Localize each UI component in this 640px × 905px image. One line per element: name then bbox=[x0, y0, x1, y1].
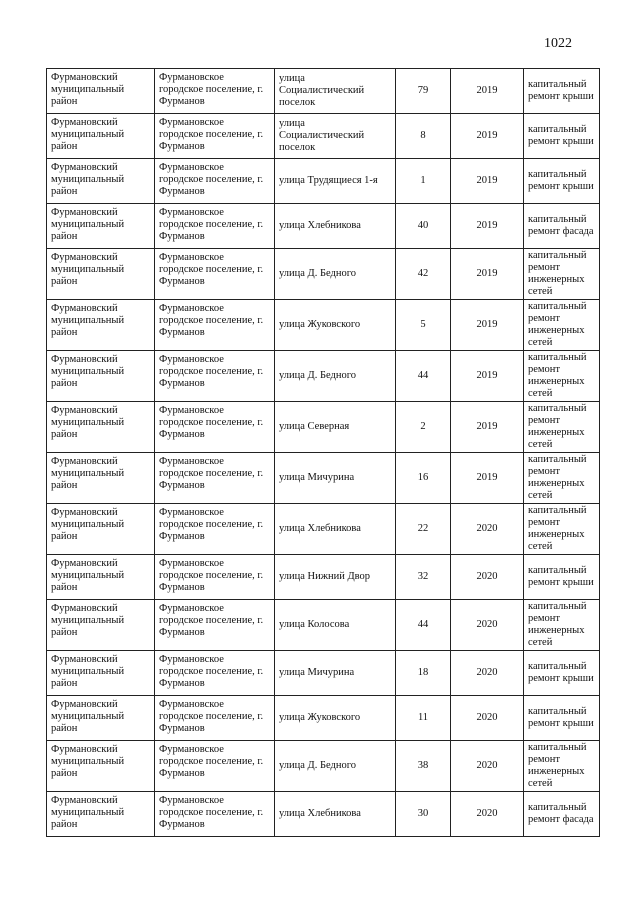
year-cell: 2020 bbox=[451, 651, 524, 696]
work-type-cell: капитальный ремонт инженерных сетей bbox=[524, 504, 600, 555]
table-row bbox=[47, 249, 600, 300]
house-number-cell: 16 bbox=[396, 453, 451, 504]
district-cell: Фурмановский муниципальный район bbox=[47, 351, 155, 402]
work-type-cell: капитальный ремонт крыши bbox=[524, 159, 600, 204]
street-cell: улица Хлебникова bbox=[275, 792, 396, 837]
year-cell: 2019 bbox=[451, 249, 524, 300]
year-cell: 2020 bbox=[451, 504, 524, 555]
table-row bbox=[47, 402, 600, 453]
work-type-cell: капитальный ремонт инженерных сетей bbox=[524, 600, 600, 651]
table-row bbox=[47, 114, 600, 159]
house-number-cell: 11 bbox=[396, 696, 451, 741]
house-number-cell: 30 bbox=[396, 792, 451, 837]
house-number-cell: 44 bbox=[396, 600, 451, 651]
work-type-cell: капитальный ремонт крыши bbox=[524, 555, 600, 600]
street-cell: улица Социалистический поселок bbox=[275, 114, 396, 159]
settlement-cell: Фурмановское городское поселение, г. Фурманов bbox=[155, 249, 275, 300]
table-row bbox=[47, 651, 600, 696]
year-cell: 2020 bbox=[451, 741, 524, 792]
table-row bbox=[47, 504, 600, 555]
table-row bbox=[47, 351, 600, 402]
street-cell: улица Д. Бедного bbox=[275, 351, 396, 402]
house-number-cell: 38 bbox=[396, 741, 451, 792]
district-cell: Фурмановский муниципальный район bbox=[47, 300, 155, 351]
district-cell: Фурмановский муниципальный район bbox=[47, 741, 155, 792]
district-cell: Фурмановский муниципальный район bbox=[47, 792, 155, 837]
house-number-cell: 22 bbox=[396, 504, 451, 555]
settlement-cell: Фурмановское городское поселение, г. Фурманов bbox=[155, 741, 275, 792]
work-type-cell: капитальный ремонт крыши bbox=[524, 69, 600, 114]
work-type-cell: капитальный ремонт крыши bbox=[524, 696, 600, 741]
street-cell: улица Хлебникова bbox=[275, 504, 396, 555]
year-cell: 2019 bbox=[451, 402, 524, 453]
settlement-cell: Фурмановское городское поселение, г. Фурманов bbox=[155, 792, 275, 837]
work-type-cell: капитальный ремонт инженерных сетей bbox=[524, 351, 600, 402]
settlement-cell: Фурмановское городское поселение, г. Фурманов bbox=[155, 351, 275, 402]
work-type-cell: капитальный ремонт инженерных сетей bbox=[524, 249, 600, 300]
street-cell: улица Жуковского bbox=[275, 300, 396, 351]
table-row bbox=[47, 159, 600, 204]
table-row bbox=[47, 600, 600, 651]
district-cell: Фурмановский муниципальный район bbox=[47, 651, 155, 696]
table-row bbox=[47, 300, 600, 351]
work-type-cell: капитальный ремонт крыши bbox=[524, 651, 600, 696]
district-cell: Фурмановский муниципальный район bbox=[47, 453, 155, 504]
settlement-cell: Фурмановское городское поселение, г. Фурманов bbox=[155, 159, 275, 204]
house-number-cell: 1 bbox=[396, 159, 451, 204]
street-cell: улица Мичурина bbox=[275, 651, 396, 696]
settlement-cell: Фурмановское городское поселение, г. Фурманов bbox=[155, 696, 275, 741]
district-cell: Фурмановский муниципальный район bbox=[47, 114, 155, 159]
year-cell: 2019 bbox=[451, 300, 524, 351]
table-row bbox=[47, 69, 600, 114]
house-number-cell: 5 bbox=[396, 300, 451, 351]
house-number-cell: 2 bbox=[396, 402, 451, 453]
work-type-cell: капитальный ремонт инженерных сетей bbox=[524, 402, 600, 453]
street-cell: улица Колосова bbox=[275, 600, 396, 651]
year-cell: 2019 bbox=[451, 204, 524, 249]
table-row bbox=[47, 696, 600, 741]
district-cell: Фурмановский муниципальный район bbox=[47, 204, 155, 249]
work-type-cell: капитальный ремонт фасада bbox=[524, 792, 600, 837]
table-row bbox=[47, 792, 600, 837]
street-cell: улица Северная bbox=[275, 402, 396, 453]
street-cell: улица Трудящиеся 1-я bbox=[275, 159, 396, 204]
year-cell: 2020 bbox=[451, 696, 524, 741]
year-cell: 2020 bbox=[451, 555, 524, 600]
settlement-cell: Фурмановское городское поселение, г. Фурманов bbox=[155, 69, 275, 114]
work-type-cell: капитальный ремонт инженерных сетей bbox=[524, 300, 600, 351]
settlement-cell: Фурмановское городское поселение, г. Фурманов bbox=[155, 555, 275, 600]
settlement-cell: Фурмановское городское поселение, г. Фурманов bbox=[155, 600, 275, 651]
work-type-cell: капитальный ремонт фасада bbox=[524, 204, 600, 249]
street-cell: улица Жуковского bbox=[275, 696, 396, 741]
table-row bbox=[47, 741, 600, 792]
registry-table-body bbox=[47, 69, 600, 837]
house-number-cell: 32 bbox=[396, 555, 451, 600]
street-cell: улица Социалистический поселок bbox=[275, 69, 396, 114]
year-cell: 2020 bbox=[451, 600, 524, 651]
district-cell: Фурмановский муниципальный район bbox=[47, 504, 155, 555]
house-number-cell: 8 bbox=[396, 114, 451, 159]
district-cell: Фурмановский муниципальный район bbox=[47, 555, 155, 600]
district-cell: Фурмановский муниципальный район bbox=[47, 249, 155, 300]
year-cell: 2019 bbox=[451, 351, 524, 402]
table-row bbox=[47, 555, 600, 600]
district-cell: Фурмановский муниципальный район bbox=[47, 69, 155, 114]
year-cell: 2019 bbox=[451, 69, 524, 114]
page-number: 1022 bbox=[544, 36, 572, 51]
table-row bbox=[47, 204, 600, 249]
settlement-cell: Фурмановское городское поселение, г. Фурманов bbox=[155, 453, 275, 504]
settlement-cell: Фурмановское городское поселение, г. Фурманов bbox=[155, 504, 275, 555]
settlement-cell: Фурмановское городское поселение, г. Фурманов bbox=[155, 114, 275, 159]
year-cell: 2020 bbox=[451, 792, 524, 837]
house-number-cell: 40 bbox=[396, 204, 451, 249]
district-cell: Фурмановский муниципальный район bbox=[47, 402, 155, 453]
work-type-cell: капитальный ремонт крыши bbox=[524, 114, 600, 159]
settlement-cell: Фурмановское городское поселение, г. Фурманов bbox=[155, 651, 275, 696]
district-cell: Фурмановский муниципальный район bbox=[47, 600, 155, 651]
street-cell: улица Д. Бедного bbox=[275, 249, 396, 300]
settlement-cell: Фурмановское городское поселение, г. Фурманов bbox=[155, 402, 275, 453]
table-row bbox=[47, 453, 600, 504]
settlement-cell: Фурмановское городское поселение, г. Фурманов bbox=[155, 300, 275, 351]
year-cell: 2019 bbox=[451, 453, 524, 504]
work-type-cell: капитальный ремонт инженерных сетей bbox=[524, 453, 600, 504]
year-cell: 2019 bbox=[451, 114, 524, 159]
year-cell: 2019 bbox=[451, 159, 524, 204]
house-number-cell: 42 bbox=[396, 249, 451, 300]
street-cell: улица Нижний Двор bbox=[275, 555, 396, 600]
house-number-cell: 79 bbox=[396, 69, 451, 114]
settlement-cell: Фурмановское городское поселение, г. Фурманов bbox=[155, 204, 275, 249]
house-number-cell: 18 bbox=[396, 651, 451, 696]
work-type-cell: капитальный ремонт инженерных сетей bbox=[524, 741, 600, 792]
registry-table bbox=[46, 68, 600, 837]
house-number-cell: 44 bbox=[396, 351, 451, 402]
street-cell: улица Д. Бедного bbox=[275, 741, 396, 792]
street-cell: улица Мичурина bbox=[275, 453, 396, 504]
street-cell: улица Хлебникова bbox=[275, 204, 396, 249]
district-cell: Фурмановский муниципальный район bbox=[47, 696, 155, 741]
district-cell: Фурмановский муниципальный район bbox=[47, 159, 155, 204]
